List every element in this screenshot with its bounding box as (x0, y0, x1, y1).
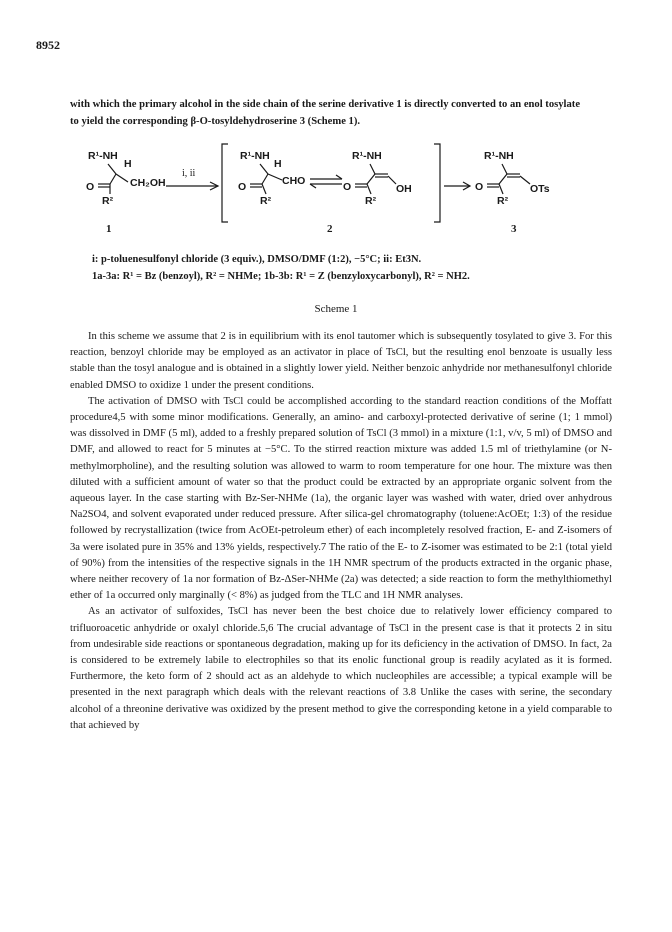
o-label-2: O (238, 181, 247, 193)
reagent-label: i, ii (182, 168, 196, 179)
bond (260, 164, 268, 174)
bond (108, 164, 116, 174)
oh-label: OH (396, 183, 412, 195)
page-number: 8952 (36, 38, 60, 52)
bracket-right (434, 144, 440, 222)
r1nh-label-3: R¹-NH (352, 150, 382, 162)
reaction-conditions (92, 251, 612, 285)
scheme-graphic (70, 134, 610, 244)
conditions-line-1: i: p-toluenesulfonyl chloride (3 equiv.), DMSO/DMF (1:2), −5°C; ii: Et3N. (92, 254, 422, 265)
paragraph-3: As an activator of sulfoxides, TsCl has never been the best choice due to relatively lower efficiency compared to trifluoroacetic anhydride or oxalyl chloride.5,6 The crucial advantage of TsCl in the present case is that it protects 2 in situ from undesirable side reactions or spontaneous degradation, making up for its deficiency in the activation of DMSO. In fact, 2a is considered to be extremely labile to electrophiles so that its enolic functional group is readily acylated as it is formed. Furthermore, the keto form of 2 should act as an aldehyde to which nucleophiles are accessible; a typical example will be presented in the next paragraph which deals with the relevant reactions of 3.8 Unlike the cases with serine, the secondary alcohol of a threonine derivative was oxidized by the present method to give the corresponding ketone in a yield comparable to that achieved by (70, 606, 612, 731)
bond (499, 184, 503, 194)
r2-label-1: R² (102, 195, 114, 207)
bond (370, 164, 375, 174)
body-text (70, 329, 612, 734)
bond (520, 176, 530, 184)
reaction-scheme (70, 134, 610, 244)
bond (388, 176, 396, 184)
bond (502, 164, 507, 174)
bond (116, 174, 128, 182)
r1nh-label-1: R¹-NH (88, 150, 118, 162)
paragraph-1: In this scheme we assume that 2 is in equilibrium with its enol tautomer which is subsequently tosylated to give 3. For this reaction, benzoyl chloride may be employed as an activator in place of TsCl, but the resulting enol benzoate is usually less stable than the tosyl analogue and is obtained in a slightly lower yield. Neither benzoic anhydride nor methanesulfonyl chloride enabled DMSO to oxidize 1 under the present conditions. (70, 331, 612, 391)
h-label-2: H (274, 158, 282, 170)
equilibrium-arrowhead-top (336, 175, 342, 179)
intro-paragraph (70, 96, 610, 130)
cho-label: CHO (282, 175, 306, 187)
scheme-caption: Scheme 1 (314, 303, 358, 315)
ch2oh-label: CH₂OH (130, 177, 166, 189)
r1nh-label-4: R¹-NH (484, 150, 514, 162)
compound-number-2: 2 (327, 223, 333, 235)
compound-number-1: 1 (106, 223, 112, 235)
bracket-left (222, 144, 228, 222)
bond (367, 184, 371, 194)
intro-line-2: to yield the corresponding β-O-tosyldehydroserine 3 (Scheme 1). (70, 116, 361, 127)
o-label-1: O (86, 181, 95, 193)
o-label-4: O (475, 181, 484, 193)
bond (262, 174, 268, 184)
bond (110, 174, 116, 184)
o-label-3: O (343, 181, 352, 193)
r1nh-label-2: R¹-NH (240, 150, 270, 162)
bond (499, 174, 507, 184)
r2-label-2: R² (260, 195, 272, 207)
r2-label-4: R² (497, 195, 509, 207)
h-label-1: H (124, 158, 132, 170)
intro-line-1: with which the primary alcohol in the side chain of the serine derivative 1 is directly converted to an enol tosylate (70, 99, 581, 110)
equilibrium-arrowhead-bottom (310, 184, 316, 188)
compound-number-3: 3 (511, 223, 517, 235)
conditions-line-2: 1a-3a: R¹ = Bz (benzoyl), R² = NHMe; 1b-3b: R¹ = Z (benzyloxycarbonyl), R² = NH2. (92, 271, 470, 282)
bond (367, 174, 375, 184)
ots-label: OTs (530, 183, 550, 195)
paragraph-2: The activation of DMSO with TsCl could be accomplished according to the standard reaction conditions of the Moffatt procedure4,5 with some minor modifications. Generally, an amino- and carboxyl-protected derivative of serine (1; 1 mmol) was dissolved in DMF (5 ml), added to a freshly prepared solution of TsCl (3 mmol) in a mixture (1:1, v/v, 5 ml) of DMSO and DMF, and allowed to react for 5 minutes at −5°C. To the stirred reaction mixture was added 1.5 ml of triethylamine (or N-methylmorpholine), and the resulting solution was allowed to warm to room temperature for one hour. The mixture was then diluted with a sufficient amount of water so that the product could be extracted by an appropriate organic solvent from the aqueous layer. In the case starting with Bz-Ser-NHMe (1a), the organic layer was washed with water, dried over anhydrous Na2SO4, and solvent evaporated under reduced pressure. After silica-gel chromatography (toluene:AcOEt; 1:3) of the residue followed by recrystallization (twice from AcOEt-petroleum ether) of each incompletely resolved fraction, E- and Z-isomers of 3a were isolated pure in 35% and 13% yields, respectively.7 The ratio of the E- to Z-isomer was estimated to be 2:1 (total yield of 90%) from the intensities of the respective signals in the 1H NMR spectrum of the products extracted in the organic phase, where neither recovery of 1a nor formation of Bz-ΔSer-NHMe (2a) was detected; a side reaction to form the methylthiomethyl ether of 1a occurred only marginally (< 8%) as judged from the TLC and 1H NMR analyses. (70, 395, 612, 602)
bond (268, 174, 282, 180)
bond (262, 184, 266, 194)
r2-label-3: R² (365, 195, 377, 207)
